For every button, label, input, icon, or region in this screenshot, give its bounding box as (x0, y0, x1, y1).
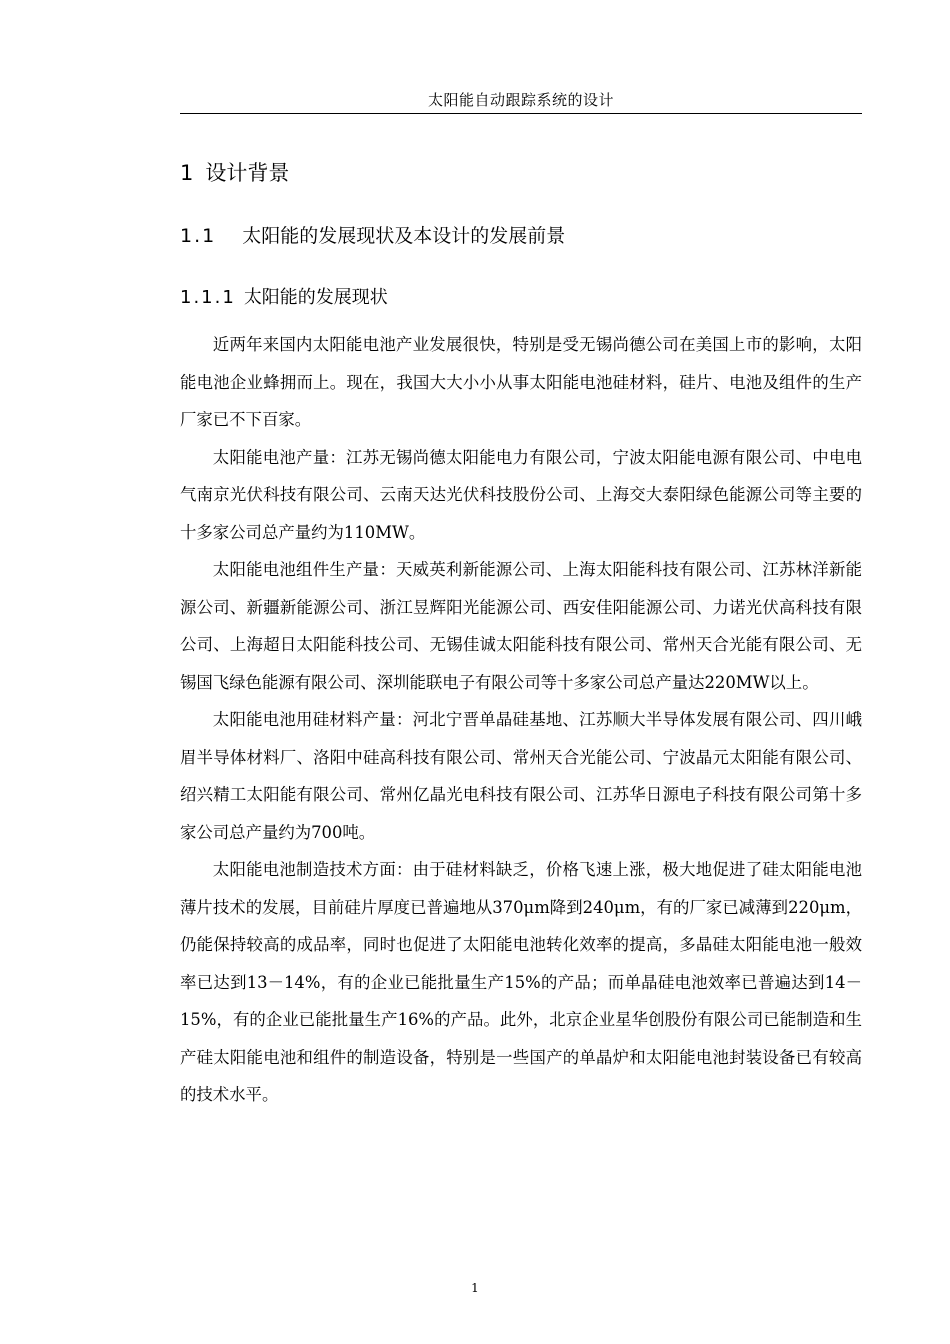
paragraph: 太阳能电池用硅材料产量：河北宁晋单晶硅基地、江苏顺大半导体发展有限公司、四川峨眉半导体材料厂、洛阳中硅高科技有限公司、常州天合光能公司、宁波晶元太阳能有限公司、绍兴精工太阳能有限公司、常州亿晶光电科技有限公司、江苏华日源电子科技有限公司第十多家公司总产量约为700吨。 (180, 710, 862, 842)
chapter-heading (180, 158, 289, 188)
paragraph: 太阳能电池产量：江苏无锡尚德太阳能电力有限公司，宁波太阳能电源有限公司、中电电气南京光伏科技有限公司、云南天达光伏科技股份公司、上海交大泰阳绿色能源公司等主要的十多家公司总产量约为110MW。 (180, 447, 862, 542)
header-rule (180, 113, 862, 114)
paragraph: 近两年来国内太阳能电池产业发展很快，特别是受无锡尚德公司在美国上市的影响，太阳能电池企业蜂拥而上。现在，我国大大小小从事太阳能电池硅材料，硅片、电池及组件的生产厂家已不下百家。 (180, 335, 862, 429)
section-title: 太阳能的发展现状及本设计的发展前景 (242, 225, 566, 247)
subsection-heading (180, 284, 388, 312)
chapter-number: 1 (180, 161, 196, 185)
body-text (180, 326, 862, 1114)
running-header: 太阳能自动跟踪系统的设计 (427, 91, 614, 109)
page-number: 1 (471, 1281, 479, 1295)
subsection-number: 1.1.1 (180, 287, 236, 308)
chapter-title: 设计背景 (205, 161, 290, 185)
subsection-title: 太阳能的发展现状 (243, 287, 388, 308)
paragraph: 太阳能电池制造技术方面：由于硅材料缺乏，价格飞速上涨，极大地促进了硅太阳能电池薄片技术的发展，目前硅片厚度已普遍地从370μm降到240μm，有的厂家已减薄到220μm，仍能保持较高的成品率，同时也促进了太阳能电池转化效率的提高，多晶硅太阳能电池一般效率已达到13－14%，有的企业已能批量生产15%的产品；而单晶硅电池效率已普遍达到14－15%，有的企业已能批量生产16%的产品。此外，北京企业星华创股份有限公司已能制造和生产硅太阳能电池和组件的制造设备，特别是一些国产的单晶炉和太阳能电池封装设备已有较高的技术水平。 (180, 860, 862, 1104)
section-heading (180, 222, 565, 250)
paragraph: 太阳能电池组件生产量：天威英利新能源公司、上海太阳能科技有限公司、江苏林洋新能源公司、新疆新能源公司、浙江昱辉阳光能源公司、西安佳阳能源公司、力诺光伏高科技有限公司、上海超日太阳能科技公司、无锡佳诚太阳能科技有限公司、常州天合光能有限公司、无锡国飞绿色能源有限公司、深圳能联电子有限公司等十多家公司总产量达220MW以上。 (180, 560, 862, 692)
section-number: 1.1 (180, 225, 217, 247)
